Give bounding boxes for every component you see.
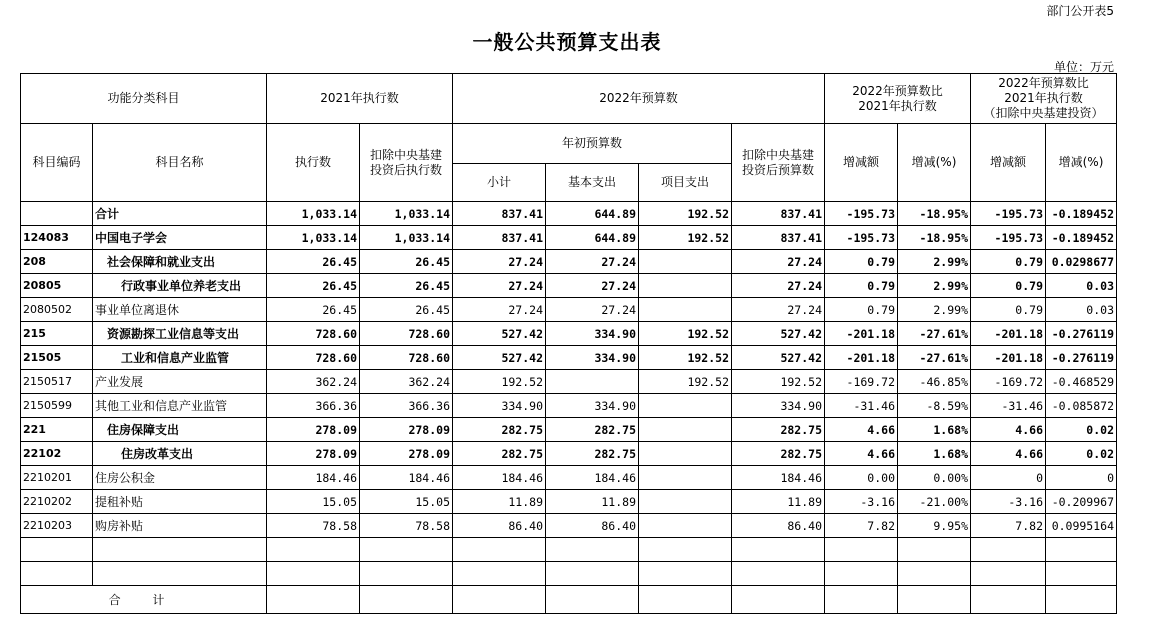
cell-inc-amt: 7.82	[825, 514, 898, 538]
cell-inc-pct: -18.95%	[898, 226, 971, 250]
header-name: 科目名称	[93, 124, 267, 202]
empty-cell	[360, 538, 453, 562]
cell-exec-excl: 278.09	[360, 418, 453, 442]
empty-cell	[732, 562, 825, 586]
cell-code: 20805	[21, 274, 93, 298]
header-exec-2021: 2021年执行数	[267, 74, 453, 124]
cell-code: 2150599	[21, 394, 93, 418]
table-row	[21, 298, 1117, 322]
cell-exec-excl: 728.60	[360, 346, 453, 370]
cell-project	[639, 394, 732, 418]
cell-subtotal: 27.24	[453, 250, 546, 274]
cell-basic: 644.89	[546, 202, 639, 226]
header-code: 科目编码	[21, 124, 93, 202]
cell-inc-amt: 0.79	[825, 274, 898, 298]
cell-exec: 362.24	[267, 370, 360, 394]
empty-cell	[267, 538, 360, 562]
cell-basic: 27.24	[546, 274, 639, 298]
empty-cell	[825, 538, 898, 562]
cell-name: 合计	[93, 202, 267, 226]
cell-exec-excl: 1,033.14	[360, 202, 453, 226]
cell-code: 2210201	[21, 466, 93, 490]
cell-exec-excl: 184.46	[360, 466, 453, 490]
empty-cell	[1046, 562, 1117, 586]
cell-budget-excl: 192.52	[732, 370, 825, 394]
empty-cell	[21, 562, 93, 586]
cell-inc-amt2: -195.73	[971, 226, 1046, 250]
cell-exec-excl: 78.58	[360, 514, 453, 538]
cell-project	[639, 490, 732, 514]
cell-inc-amt: -31.46	[825, 394, 898, 418]
cell-exec: 184.46	[267, 466, 360, 490]
cell-exec: 1,033.14	[267, 226, 360, 250]
cell-subtotal: 184.46	[453, 466, 546, 490]
cell-project	[639, 514, 732, 538]
empty-cell	[898, 538, 971, 562]
cell-inc-pct2: -0.276119	[1046, 346, 1117, 370]
cell-code: 208	[21, 250, 93, 274]
cell-inc-amt2: 0.79	[971, 298, 1046, 322]
cell-code: 22102	[21, 442, 93, 466]
empty-cell	[93, 538, 267, 562]
cell-subtotal: 837.41	[453, 226, 546, 250]
cell-project	[639, 466, 732, 490]
empty-cell	[360, 562, 453, 586]
cell-inc-amt2: -201.18	[971, 322, 1046, 346]
cell-name: 其他工业和信息产业监管	[93, 394, 267, 418]
cell-inc-amt: -201.18	[825, 322, 898, 346]
header-subtotal: 小计	[453, 164, 546, 202]
cell-basic: 11.89	[546, 490, 639, 514]
cell-exec: 278.09	[267, 418, 360, 442]
cell-name: 中国电子学会	[93, 226, 267, 250]
cell-inc-pct2: -0.209967	[1046, 490, 1117, 514]
cell-budget-excl: 86.40	[732, 514, 825, 538]
cell-budget-excl: 837.41	[732, 202, 825, 226]
header-budget-excl: 扣除中央基建 投资后预算数	[732, 124, 825, 202]
cell-basic: 644.89	[546, 226, 639, 250]
table-row	[21, 322, 1117, 346]
empty-cell	[898, 562, 971, 586]
cell-code: 221	[21, 418, 93, 442]
cell-exec: 728.60	[267, 346, 360, 370]
cell-inc-pct: -27.61%	[898, 346, 971, 370]
cell-inc-amt: 0.79	[825, 250, 898, 274]
cell-exec-excl: 278.09	[360, 442, 453, 466]
cell-inc-amt: 0.00	[825, 466, 898, 490]
empty-cell	[267, 562, 360, 586]
cell-basic: 184.46	[546, 466, 639, 490]
cell-inc-pct2: -0.468529	[1046, 370, 1117, 394]
empty-cell	[21, 538, 93, 562]
cell-inc-amt: 0.79	[825, 298, 898, 322]
cell-name: 购房补贴	[93, 514, 267, 538]
cell-subtotal: 27.24	[453, 298, 546, 322]
header-inc-pct-excl: 增减(%)	[1046, 124, 1117, 202]
cell-inc-pct: -46.85%	[898, 370, 971, 394]
cell-inc-amt2: 0.79	[971, 274, 1046, 298]
cell-inc-pct2: 0.02	[1046, 442, 1117, 466]
cell-inc-amt2: 4.66	[971, 418, 1046, 442]
cell-exec: 15.05	[267, 490, 360, 514]
cell-name: 住房保障支出	[93, 418, 267, 442]
cell-exec: 278.09	[267, 442, 360, 466]
cell-inc-amt2: 0.79	[971, 250, 1046, 274]
table-row	[21, 274, 1117, 298]
cell-inc-pct2: 0.03	[1046, 298, 1117, 322]
cell-inc-amt2: 4.66	[971, 442, 1046, 466]
cell-project	[639, 442, 732, 466]
cell-inc-amt2: -3.16	[971, 490, 1046, 514]
header-budget-2022: 2022年预算数	[453, 74, 825, 124]
cell-name: 社会保障和就业支出	[93, 250, 267, 274]
cell-budget-excl: 27.24	[732, 274, 825, 298]
cell-basic: 27.24	[546, 298, 639, 322]
header-inc-pct: 增减(%)	[898, 124, 971, 202]
cell-subtotal: 837.41	[453, 202, 546, 226]
table-row	[21, 514, 1117, 538]
cell-inc-pct2: 0.03	[1046, 274, 1117, 298]
cell-code: 2150517	[21, 370, 93, 394]
page-title: 一般公共预算支出表	[472, 30, 662, 54]
cell-code: 215	[21, 322, 93, 346]
cell-project	[639, 418, 732, 442]
empty-row	[21, 562, 1117, 586]
cell-inc-pct: 9.95%	[898, 514, 971, 538]
cell-name: 行政事业单位养老支出	[93, 274, 267, 298]
cell-basic	[546, 370, 639, 394]
cell-project	[639, 274, 732, 298]
cell-budget-excl: 282.75	[732, 442, 825, 466]
cell-inc-pct2: 0.02	[1046, 418, 1117, 442]
cell-exec-excl: 362.24	[360, 370, 453, 394]
header-func-category: 功能分类科目	[21, 74, 267, 124]
table-row	[21, 202, 1117, 226]
cell-project: 192.52	[639, 202, 732, 226]
cell-inc-pct: -21.00%	[898, 490, 971, 514]
table-row	[21, 418, 1117, 442]
cell-exec-excl: 1,033.14	[360, 226, 453, 250]
cell-exec-excl: 26.45	[360, 274, 453, 298]
cell-budget-excl: 184.46	[732, 466, 825, 490]
cell-basic: 282.75	[546, 442, 639, 466]
cell-basic: 334.90	[546, 346, 639, 370]
cell-project: 192.52	[639, 346, 732, 370]
cell-exec-excl: 26.45	[360, 250, 453, 274]
empty-cell	[971, 538, 1046, 562]
cell-subtotal: 282.75	[453, 418, 546, 442]
cell-code: 2210203	[21, 514, 93, 538]
cell-name: 工业和信息产业监管	[93, 346, 267, 370]
cell-exec: 366.36	[267, 394, 360, 418]
empty-cell	[546, 538, 639, 562]
empty-row	[21, 538, 1117, 562]
empty-cell	[825, 562, 898, 586]
cell-basic: 86.40	[546, 514, 639, 538]
header-compare-exec: 2022年预算数比 2021年执行数	[825, 74, 971, 124]
cell-inc-pct: -18.95%	[898, 202, 971, 226]
cell-inc-pct: 0.00%	[898, 466, 971, 490]
cell-inc-amt2: -31.46	[971, 394, 1046, 418]
cell-name: 住房改革支出	[93, 442, 267, 466]
cell-name: 资源勘探工业信息等支出	[93, 322, 267, 346]
cell-basic: 334.90	[546, 394, 639, 418]
cell-basic: 27.24	[546, 250, 639, 274]
cell-exec-excl: 26.45	[360, 298, 453, 322]
header-inc-amt-excl: 增减额	[971, 124, 1046, 202]
cell-subtotal: 527.42	[453, 346, 546, 370]
budget-table	[20, 73, 1117, 614]
cell-inc-pct2: -0.085872	[1046, 394, 1117, 418]
cell-budget-excl: 334.90	[732, 394, 825, 418]
header-basic: 基本支出	[546, 164, 639, 202]
cell-inc-pct: 2.99%	[898, 298, 971, 322]
cell-subtotal: 527.42	[453, 322, 546, 346]
cell-budget-excl: 11.89	[732, 490, 825, 514]
cell-subtotal: 334.90	[453, 394, 546, 418]
cell-exec: 728.60	[267, 322, 360, 346]
cell-inc-pct: -27.61%	[898, 322, 971, 346]
cell-inc-amt2: -195.73	[971, 202, 1046, 226]
empty-cell	[93, 562, 267, 586]
cell-name: 住房公积金	[93, 466, 267, 490]
cell-code	[21, 202, 93, 226]
empty-cell	[971, 562, 1046, 586]
cell-inc-amt2: 0	[971, 466, 1046, 490]
cell-budget-excl: 27.24	[732, 298, 825, 322]
cell-name: 产业发展	[93, 370, 267, 394]
cell-project: 192.52	[639, 226, 732, 250]
empty-cell	[732, 538, 825, 562]
header-project: 项目支出	[639, 164, 732, 202]
cell-inc-amt: -3.16	[825, 490, 898, 514]
cell-inc-amt2: -169.72	[971, 370, 1046, 394]
cell-budget-excl: 527.42	[732, 346, 825, 370]
cell-subtotal: 11.89	[453, 490, 546, 514]
table-row	[21, 370, 1117, 394]
cell-project: 192.52	[639, 322, 732, 346]
empty-cell	[1046, 538, 1117, 562]
cell-exec-excl: 15.05	[360, 490, 453, 514]
header-exec-excl: 扣除中央基建 投资后执行数	[360, 124, 453, 202]
header-compare-exec-excl: 2022年预算数比 2021年执行数 （扣除中央基建投资）	[971, 74, 1117, 124]
cell-inc-pct: -8.59%	[898, 394, 971, 418]
empty-cell	[546, 562, 639, 586]
cell-code: 124083	[21, 226, 93, 250]
cell-exec: 26.45	[267, 250, 360, 274]
empty-cell	[453, 562, 546, 586]
cell-budget-excl: 282.75	[732, 418, 825, 442]
cell-inc-pct2: 0.0298677	[1046, 250, 1117, 274]
header-exec: 执行数	[267, 124, 360, 202]
cell-inc-pct2: -0.189452	[1046, 202, 1117, 226]
cell-inc-pct: 2.99%	[898, 274, 971, 298]
table-row	[21, 226, 1117, 250]
cell-inc-pct2: 0.0995164	[1046, 514, 1117, 538]
cell-inc-amt2: -201.18	[971, 346, 1046, 370]
cell-inc-amt: -195.73	[825, 202, 898, 226]
empty-cell	[639, 562, 732, 586]
cell-subtotal: 27.24	[453, 274, 546, 298]
cell-project	[639, 298, 732, 322]
cell-code: 2080502	[21, 298, 93, 322]
cell-budget-excl: 837.41	[732, 226, 825, 250]
cell-subtotal: 192.52	[453, 370, 546, 394]
cell-inc-amt: -201.18	[825, 346, 898, 370]
cell-inc-pct2: 0	[1046, 466, 1117, 490]
table-row	[21, 394, 1117, 418]
cell-project	[639, 250, 732, 274]
unit-label: 单位：万元	[1053, 60, 1114, 74]
cell-basic: 282.75	[546, 418, 639, 442]
cell-exec: 78.58	[267, 514, 360, 538]
table-row	[21, 346, 1117, 370]
cell-exec: 26.45	[267, 274, 360, 298]
cell-budget-excl: 527.42	[732, 322, 825, 346]
cell-exec-excl: 366.36	[360, 394, 453, 418]
cell-basic: 334.90	[546, 322, 639, 346]
table-row	[21, 490, 1117, 514]
cell-inc-amt: 4.66	[825, 418, 898, 442]
footer-row	[21, 586, 1117, 614]
header-initial-budget: 年初预算数	[453, 124, 732, 164]
cell-inc-amt2: 7.82	[971, 514, 1046, 538]
cell-project: 192.52	[639, 370, 732, 394]
cell-exec: 26.45	[267, 298, 360, 322]
cell-inc-pct: 1.68%	[898, 442, 971, 466]
table-row	[21, 466, 1117, 490]
footer-total-label: 合 计	[21, 586, 267, 614]
table-row	[21, 442, 1117, 466]
table-row	[21, 250, 1117, 274]
empty-cell	[639, 538, 732, 562]
cell-name: 提租补贴	[93, 490, 267, 514]
cell-exec-excl: 728.60	[360, 322, 453, 346]
table-body	[21, 202, 1117, 586]
cell-code: 21505	[21, 346, 93, 370]
cell-inc-pct: 2.99%	[898, 250, 971, 274]
cell-name: 事业单位离退休	[93, 298, 267, 322]
cell-code: 2210202	[21, 490, 93, 514]
cell-subtotal: 86.40	[453, 514, 546, 538]
cell-inc-amt: -195.73	[825, 226, 898, 250]
empty-cell	[453, 538, 546, 562]
cell-subtotal: 282.75	[453, 442, 546, 466]
cell-inc-amt: -169.72	[825, 370, 898, 394]
table-number-label: 部门公开表5	[1046, 4, 1114, 18]
cell-exec: 1,033.14	[267, 202, 360, 226]
header-inc-amt: 增减额	[825, 124, 898, 202]
cell-inc-pct: 1.68%	[898, 418, 971, 442]
cell-budget-excl: 27.24	[732, 250, 825, 274]
cell-inc-pct2: -0.276119	[1046, 322, 1117, 346]
cell-inc-pct2: -0.189452	[1046, 226, 1117, 250]
cell-inc-amt: 4.66	[825, 442, 898, 466]
